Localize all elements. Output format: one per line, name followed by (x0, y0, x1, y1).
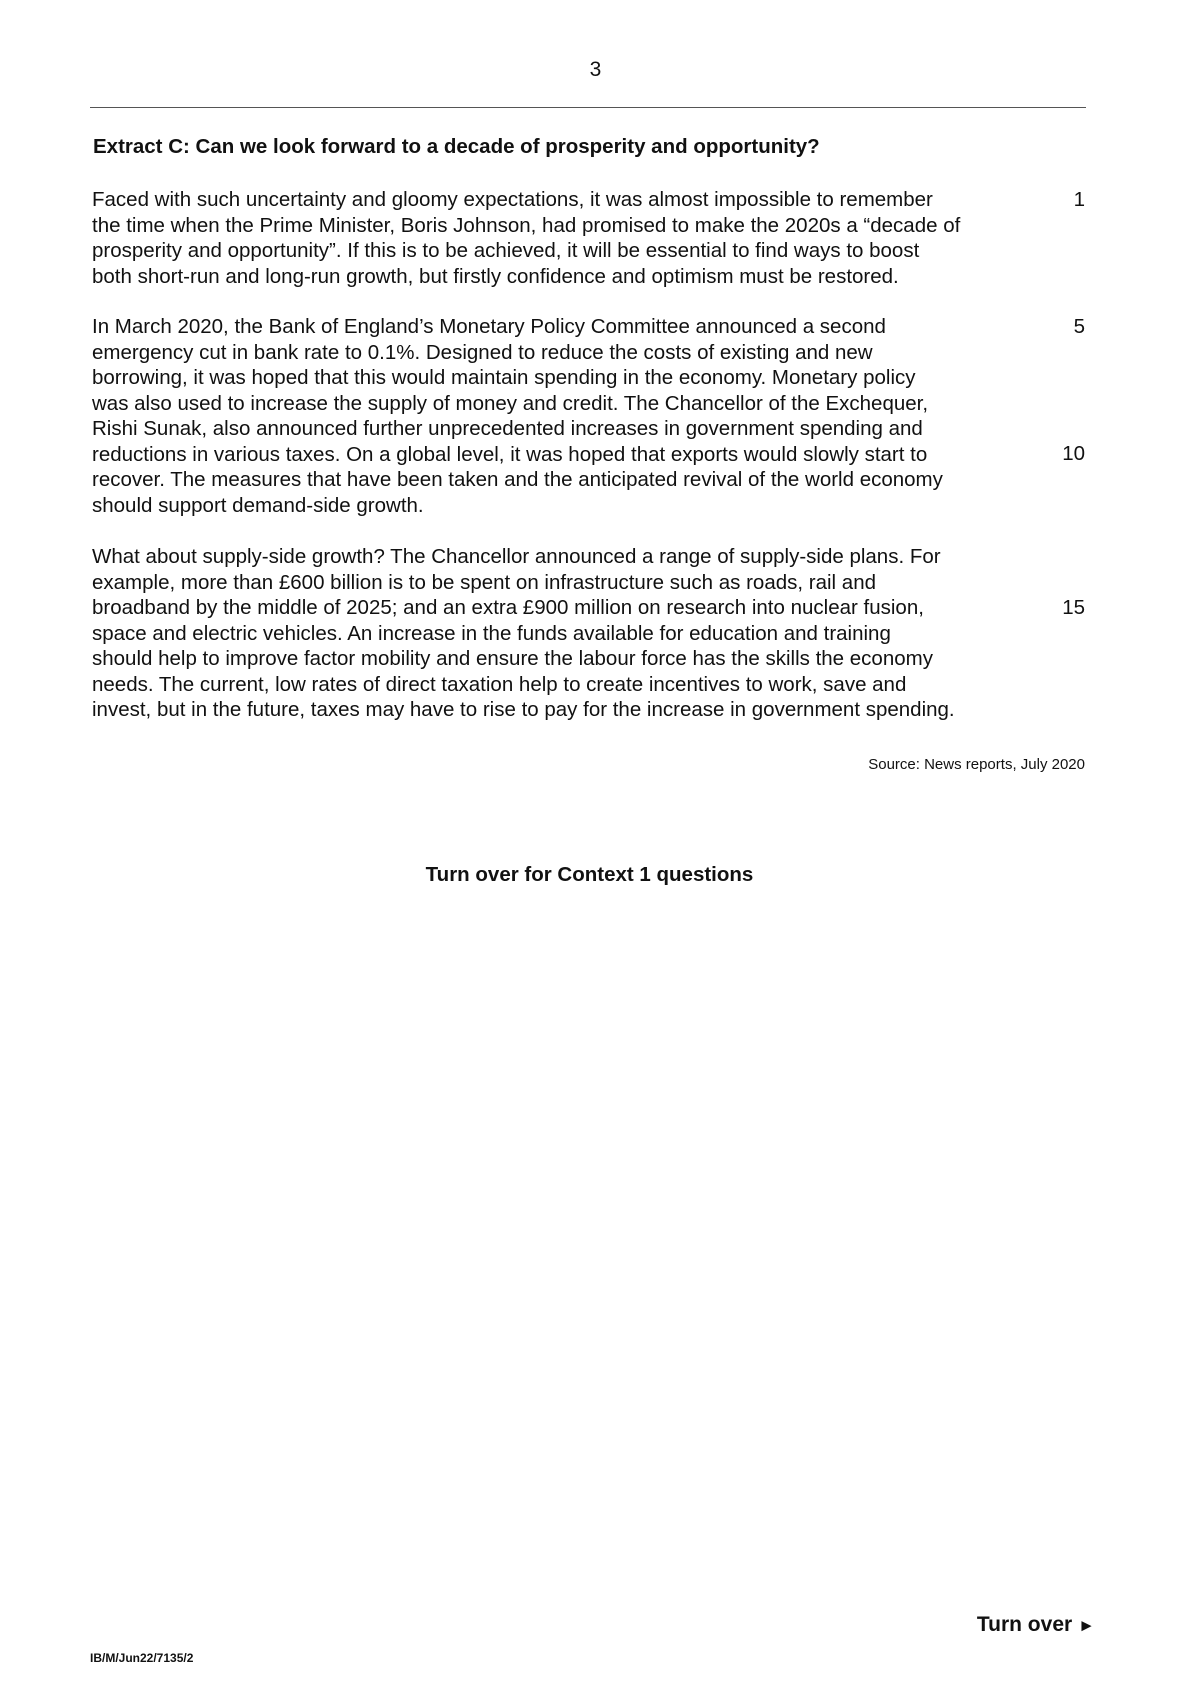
text-line: both short-run and long-run growth, but firstly confidence and optimism must be restored. (92, 264, 899, 288)
text-line: What about supply-side growth? The Chancellor announced a range of supply-side plans. For (92, 545, 941, 568)
text-line: needs. The current, low rates of direct taxation help to create incentives to work, save and (92, 672, 907, 696)
text-line: the time when the Prime Minister, Boris Johnson, had promised to make the 2020s a “decade of (92, 213, 961, 237)
play-arrow-icon: ► (1078, 1616, 1095, 1635)
text-line: reductions in various taxes. On a global level, it was hoped that exports would slowly start to (92, 442, 928, 466)
text-line: should support demand-side growth. (92, 493, 424, 517)
text-line: borrowing, it was hoped that this would maintain spending in the economy. Monetary policy (92, 366, 916, 389)
page-number: 3 (589, 58, 602, 81)
line-number-1: 1 (1073, 188, 1085, 211)
text-line: Rishi Sunak, also announced further unprecedented increases in government spending and (92, 417, 923, 440)
extract-title: Extract C: Can we look forward to a decade of prosperity and opportunity? (93, 135, 820, 158)
text-line: In March 2020, the Bank of England’s Monetary Policy Committee announced a second (92, 315, 886, 338)
header-rule (90, 107, 1086, 108)
next-section-note: Turn over for Context 1 questions (425, 863, 754, 886)
text-line: emergency cut in bank rate to 0.1%. Designed to reduce the costs of existing and new (92, 340, 873, 364)
text-line: prosperity and opportunity”. If this is to be achieved, it will be essential to find ways to boost (92, 239, 920, 262)
text-line: space and electric vehicles. An increase in the funds available for education and training (92, 621, 891, 645)
text-line: example, more than £600 billion is to be spent on infrastructure such as roads, rail and (92, 570, 876, 594)
paragraph-2 (92, 314, 1072, 518)
text-line: invest, but in the future, taxes may have to rise to pay for the increase in government spending. (92, 698, 955, 721)
text-line: broadband by the middle of 2025; and an extra £900 million on research into nuclear fusion, (92, 596, 924, 619)
text-line: should help to improve factor mobility and ensure the labour force has the skills the economy (92, 647, 933, 670)
source-note: Source: News reports, July 2020 (868, 756, 1085, 773)
paragraph-3 (92, 544, 1072, 723)
text-line: was also used to increase the supply of money and credit. The Chancellor of the Exchequer, (92, 391, 929, 415)
text-line: Faced with such uncertainty and gloomy expectations, it was almost impossible to remember (92, 188, 933, 211)
turn-over-label: Turn over (976, 1613, 1073, 1636)
line-number-5: 5 (1073, 315, 1085, 338)
text-line: recover. The measures that have been taken and the anticipated revival of the world economy (92, 468, 943, 491)
line-number-15: 15 (1062, 596, 1085, 619)
paragraph-1 (92, 187, 1072, 289)
turn-over (977, 1613, 1095, 1637)
footer-code: IB/M/Jun22/7135/2 (90, 1651, 194, 1665)
line-number-10: 10 (1062, 442, 1085, 465)
